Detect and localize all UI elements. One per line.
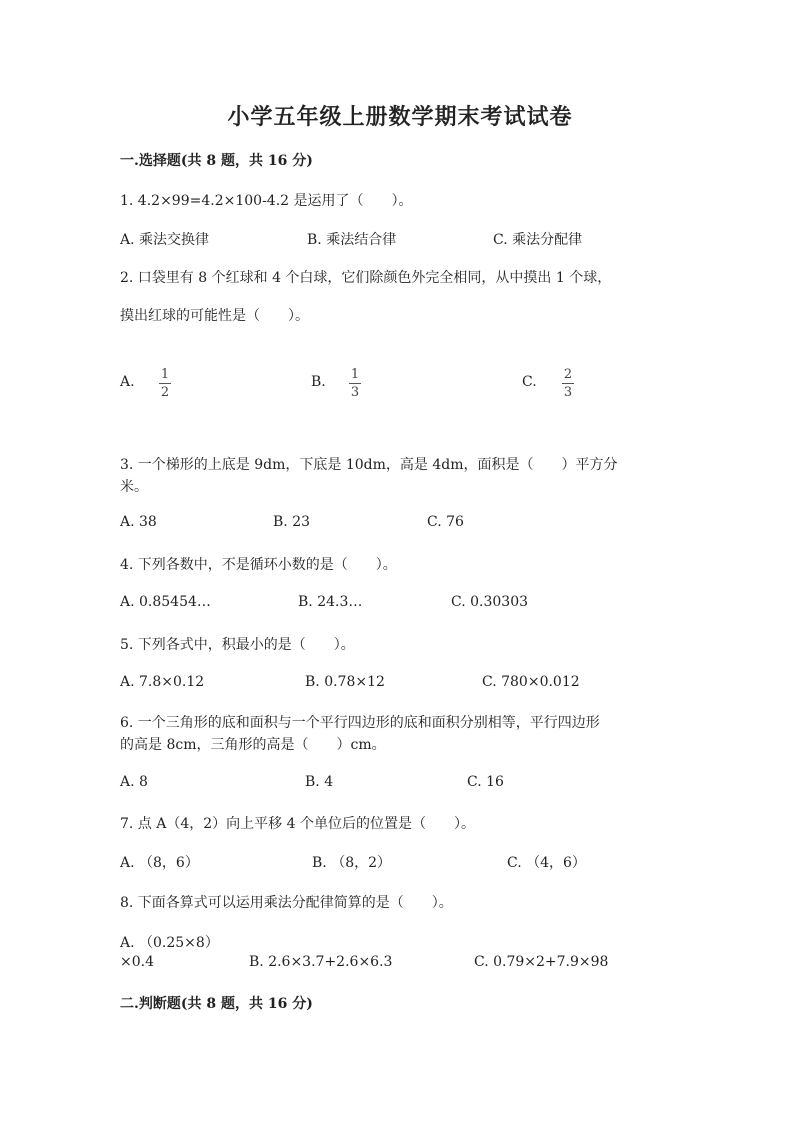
q4-option-a: A. 0.85454…	[120, 594, 211, 610]
question-6-line-2: 的高是 8cm，三角形的高是（ ）cm。	[120, 737, 386, 753]
fraction-numerator: 2	[563, 367, 573, 382]
q8-option-b: B. 2.6×3.7+2.6×6.3	[249, 954, 393, 970]
q8-option-a-line-2: ×0.4	[120, 954, 154, 970]
q2-option-b-label: B.	[311, 374, 326, 390]
q3-option-c: C. 76	[427, 514, 464, 530]
q7-option-c: C. （4，6）	[507, 855, 586, 871]
section-heading-judgment: 二.判断题(共 8 题，共 16 分)	[120, 996, 313, 1012]
q4-option-c: C. 0.30303	[451, 594, 529, 610]
q2-option-c-label: C.	[522, 374, 537, 390]
q5-option-c: C. 780×0.012	[482, 674, 580, 690]
q2-option-a-fraction	[159, 367, 171, 400]
q8-option-c: C. 0.79×2+7.9×98	[474, 954, 609, 970]
fraction-bar	[349, 383, 361, 384]
question-2-line-2: 摸出红球的可能性是（ ）。	[120, 308, 309, 324]
q1-option-c: C. 乘法分配律	[493, 232, 583, 248]
question-3-line-2: 米。	[120, 479, 148, 495]
q6-option-b: B. 4	[305, 774, 334, 790]
q3-option-b: B. 23	[273, 514, 311, 530]
question-7: 7. 点 A（4，2）向上平移 4 个单位后的位置是（ ）。	[120, 816, 475, 832]
q7-option-b: B. （8，2）	[312, 855, 392, 871]
fraction-numerator: 1	[160, 367, 170, 382]
question-4: 4. 下列各数中，不是循环小数的是（ ）。	[120, 557, 397, 573]
q5-option-a: A. 7.8×0.12	[120, 674, 205, 690]
fraction-denominator: 2	[160, 385, 170, 400]
question-1: 1. 4.2×99=4.2×100-4.2 是运用了（ ）。	[120, 193, 413, 209]
fraction-bar	[159, 383, 171, 384]
q5-option-b: B. 0.78×12	[305, 674, 385, 690]
question-3-line-1: 3. 一个梯形的上底是 9dm，下底是 10dm，高是 4dm，面积是（ ）平方分	[120, 457, 618, 473]
q6-option-a: A. 8	[120, 774, 148, 790]
page-title: 小学五年级上册数学期末考试试卷	[227, 104, 573, 130]
q2-option-a-label: A.	[120, 374, 135, 390]
q8-option-a-line-1: A. （0.25×8）	[120, 935, 219, 951]
q1-option-a: A. 乘法交换律	[120, 232, 210, 248]
fraction-bar	[562, 383, 574, 384]
q3-option-a: A. 38	[120, 514, 157, 530]
question-5: 5. 下列各式中，积最小的是（ ）。	[120, 637, 355, 653]
question-6-line-1: 6. 一个三角形的底和面积与一个平行四边形的底和面积分别相等，平行四边形	[120, 715, 600, 731]
fraction-numerator: 1	[350, 367, 360, 382]
q6-option-c: C. 16	[467, 774, 504, 790]
section-heading-choice: 一.选择题(共 8 题，共 16 分)	[120, 153, 313, 169]
question-2-line-1: 2. 口袋里有 8 个红球和 4 个白球，它们除颜色外完全相同，从中摸出 1 个球，	[120, 270, 612, 286]
q7-option-a: A. （8，6）	[120, 855, 199, 871]
fraction-denominator: 3	[563, 385, 573, 400]
q4-option-b: B. 24.3…	[298, 594, 363, 610]
q2-option-c-fraction	[562, 367, 574, 400]
q2-option-b-fraction	[349, 367, 361, 400]
q1-option-b: B. 乘法结合律	[307, 232, 397, 248]
fraction-denominator: 3	[350, 385, 360, 400]
question-8: 8. 下面各算式可以运用乘法分配律简算的是（ ）。	[120, 895, 453, 911]
